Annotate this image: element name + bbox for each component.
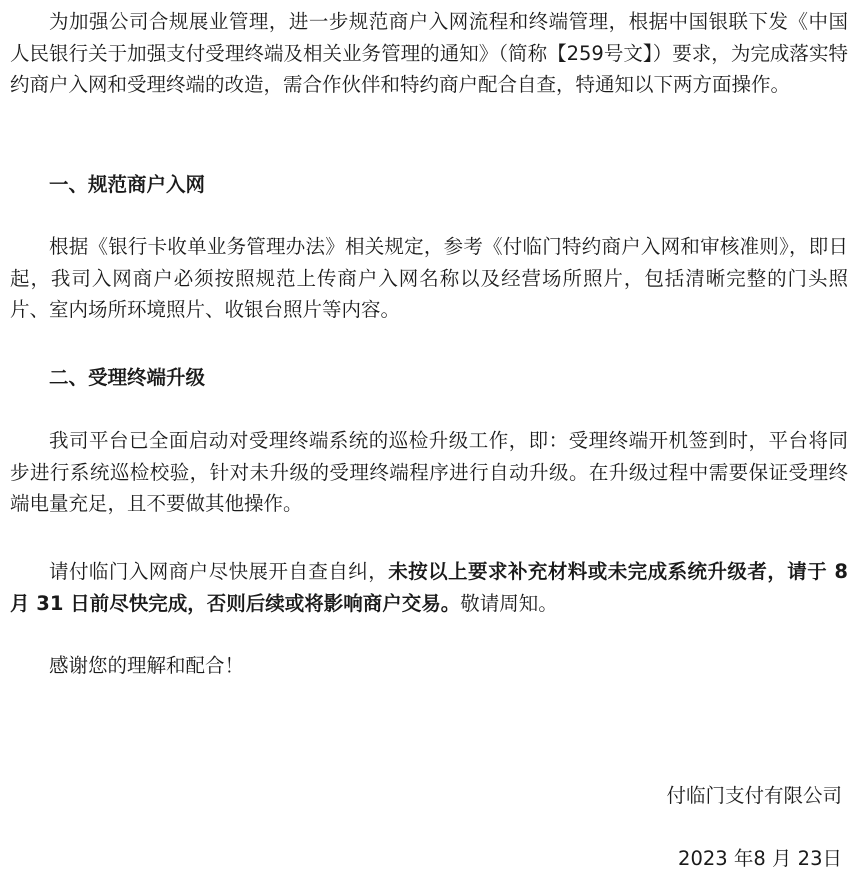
request-text: 请付临门入网商户尽快展开自查自纠， [49,560,389,583]
section-heading-merchant-onboarding: 一、规范商户入网 [49,173,206,196]
signature-date: 2023 年8 月 23日 [678,847,842,870]
request-deadline-bold: 未按以上要求补充材料或未完成系统升级者，请于 8 月 31 日前尽快完成，否则后续或将影响商户交易。 [10,560,848,615]
intro-paragraph: 为加强公司合规展业管理，进一步规范商户入网流程和终端管理，根据中国银联下发《中国人民银行关于加强支付受理终端及相关业务管理的通知》（简称【259号文】）要求，为完成落实特约商户入网和受理终端的改造，需合作伙伴和特约商户配合自查，特通知以下两方面操作。 [10,10,848,96]
section-heading-terminal-upgrade: 二、受理终端升级 [49,366,206,389]
section-body-merchant-onboarding: 根据《银行卡收单业务管理办法》相关规定，参考《付临门特约商户入网和审核准则》，即日起，我司入网商户必须按照规范上传商户入网名称以及经营场所照片，包括清晰完整的门头照片、室内场所环境照片、收银台照片等内容。 [10,235,848,321]
signature-company: 付临门支付有限公司 [666,784,842,807]
thanks-paragraph: 感谢您的理解和配合！ [49,654,245,677]
request-paragraph [10,556,848,619]
section-body-terminal-upgrade: 我司平台已全面启动对受理终端系统的巡检升级工作，即：受理终端开机签到时，平台将同步进行系统巡检校验，针对未升级的受理终端程序进行自动升级。在升级过程中需要保证受理终端电量充足，且不要做其他操作。 [10,429,848,515]
request-closing: 敬请周知。 [460,591,558,615]
